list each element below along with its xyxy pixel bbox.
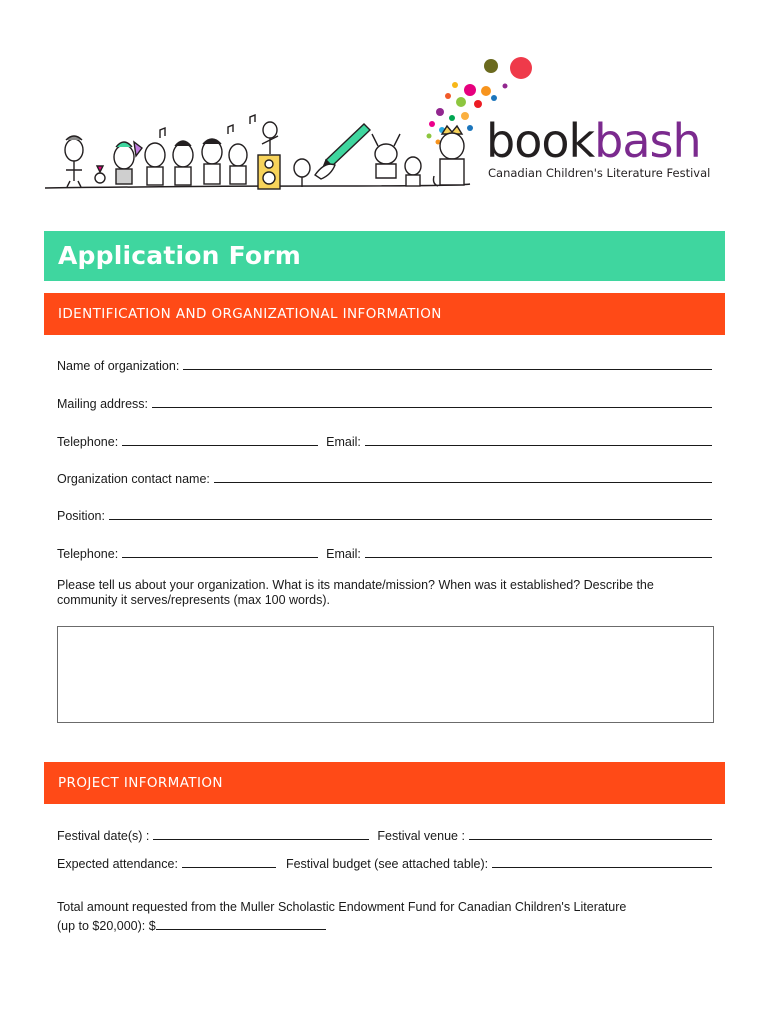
identification-section-band [44,293,725,335]
logo-word-book: book [486,114,595,168]
organization-description-textarea[interactable] [57,626,714,723]
amount-requested-label: (up to $20,000): $ [57,919,156,933]
mailing-address-row [57,393,714,411]
position-row [57,505,714,523]
contact-telephone-email-row [57,543,714,561]
organization-prompt: Please tell us about your organization. What is its mandate/mission? When was it established? Describe the community it serves/represents (max 100 words). [57,578,654,607]
org-name-field[interactable] [183,369,712,370]
festival-budget-field[interactable] [492,867,712,868]
telephone-email-row [57,431,714,449]
dates-venue-row [57,825,714,843]
email-label: Email: [326,435,361,449]
contact-email-label: Email: [326,547,361,561]
bookbash-logo-text [486,114,701,168]
mailing-address-label: Mailing address: [57,397,149,411]
festival-budget-label: Festival budget (see attached table): [285,857,489,871]
mailing-address-field[interactable] [152,407,712,408]
contact-name-label: Organization contact name: [57,472,210,486]
amount-requested-field[interactable] [156,929,326,930]
org-name-label: Name of organization: [57,359,180,373]
application-form-title-band [44,231,725,281]
page-title: Application Form [58,241,301,270]
identification-section-heading: IDENTIFICATION AND ORGANIZATIONAL INFORMATION [58,306,442,322]
position-field[interactable] [109,519,712,520]
amount-requested-row [57,915,357,933]
amount-requested-line1: Total amount requested from the Muller Scholastic Endowment Fund for Canadian Children's Literature [57,900,627,914]
telephone-label: Telephone: [57,435,119,449]
telephone-field[interactable] [122,445,318,446]
contact-name-row [57,468,714,486]
contact-telephone-field[interactable] [122,557,318,558]
position-label: Position: [57,509,105,523]
festival-dates-field[interactable] [153,839,369,840]
expected-attendance-field[interactable] [182,867,276,868]
logo-tagline: Canadian Children's Literature Festival [488,166,711,180]
contact-name-field[interactable] [214,482,712,483]
logo-word-bash: bash [594,114,701,168]
project-section-band [44,762,725,804]
email-field[interactable] [365,445,712,446]
festival-venue-field[interactable] [469,839,712,840]
characters-icon [65,115,464,189]
contact-telephone-label: Telephone: [57,547,119,561]
contact-email-field[interactable] [365,557,712,558]
festival-dates-label: Festival date(s) : [57,829,150,843]
attendance-budget-row [57,853,714,871]
org-name-row [57,355,714,373]
expected-attendance-label: Expected attendance: [57,857,178,871]
festival-venue-label: Festival venue : [377,829,465,843]
project-section-heading: PROJECT INFORMATION [58,775,223,791]
